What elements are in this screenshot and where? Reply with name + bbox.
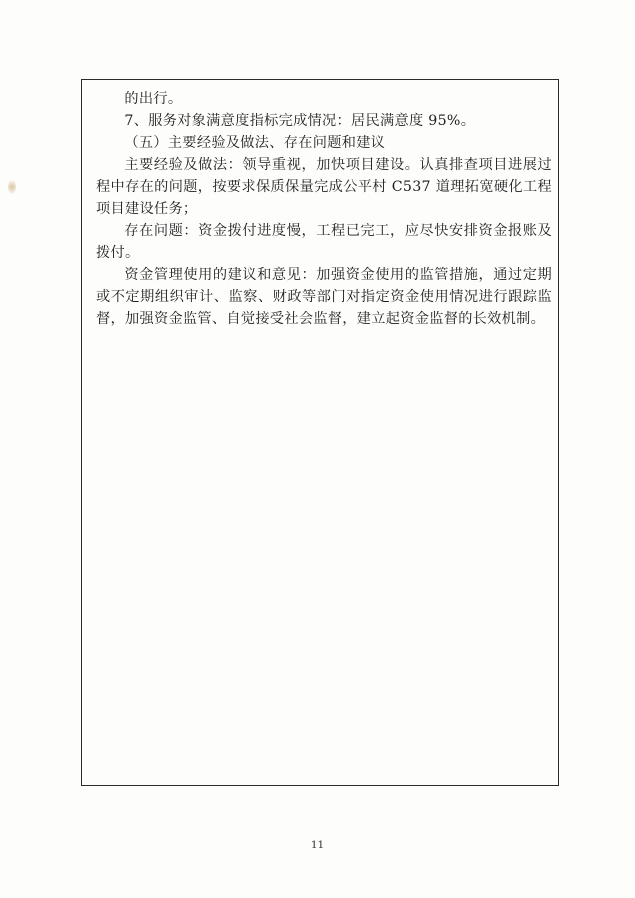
paragraph-problems: 存在问题：资金拨付进度慢，工程已完工，应尽快安排资金报账及拨付。 bbox=[96, 223, 552, 261]
paragraph-continuation: 的出行。 bbox=[124, 91, 183, 107]
paragraph-satisfaction-indicator: 7、服务对象满意度指标完成情况：居民满意度 95%。 bbox=[124, 113, 476, 129]
page-number: 11 bbox=[310, 839, 325, 851]
section-heading-experience: （五）主要经验及做法、存在问题和建议 bbox=[124, 135, 386, 151]
scan-smudge bbox=[8, 180, 16, 194]
paragraph-experience: 主要经验及做法：领导重视，加快项目建设。认真排查项目进展过程中存在的问题，按要求保质保量完成公平村 C537 道理拓宽硬化工程项目建设任务； bbox=[96, 157, 553, 217]
report-text bbox=[96, 88, 552, 330]
paragraph-suggestions: 资金管理使用的建议和意见：加强资金使用的监管措施，通过定期或不定期组织审计、监察、财政等部门对指定资金使用情况进行跟踪监督，加强资金监管、自觉接受社会监督，建立起资金监督的长效机制。 bbox=[96, 267, 552, 327]
